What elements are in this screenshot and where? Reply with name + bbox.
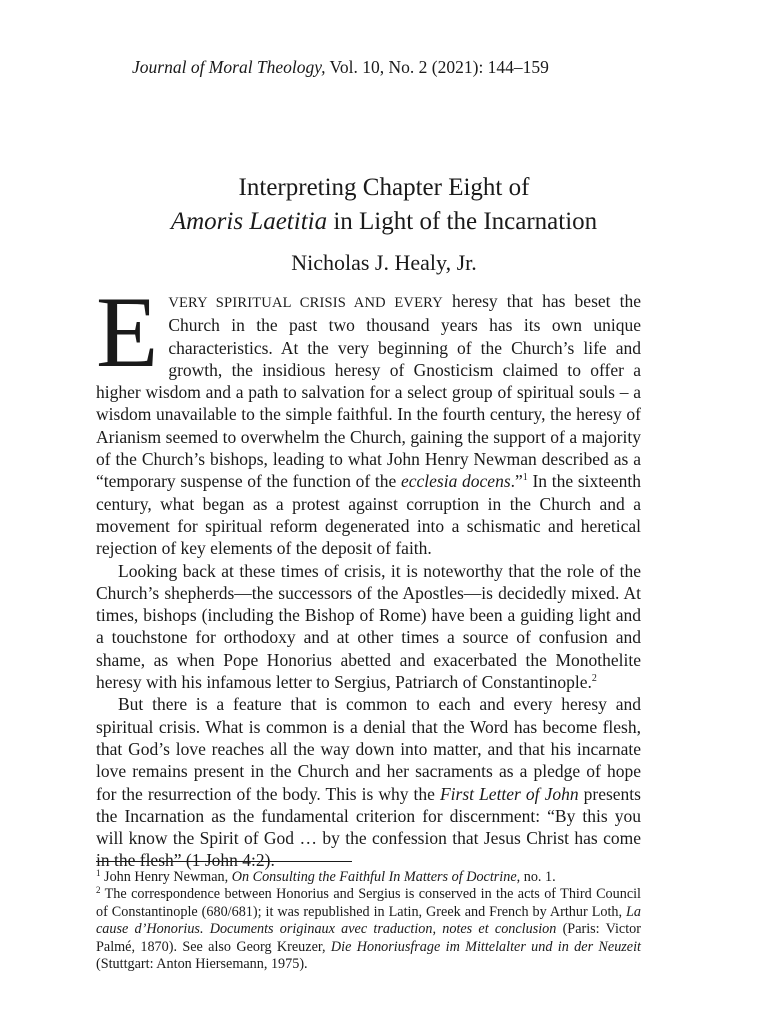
footnote-2-italic-1: La cause d’Honorius. Documents originaux avec traduction, notes et conclusion	[96, 903, 641, 938]
p3-italic: First Letter of John	[439, 783, 579, 804]
footnote-2-italic-2: Die Honoriusfrage im Mittelalter und in der Neuzeit	[330, 938, 641, 955]
p1-italic: ecclesia docens	[400, 471, 511, 492]
footnote-2-text-a: The correspondence between Honorius and Sergius is conserved in the acts of Third Council of Constantinople (680/681); it was republished in Latin, Greek and French by Arthur Loth,	[96, 886, 641, 920]
paragraph-3	[96, 693, 641, 871]
paragraph-2	[96, 560, 641, 694]
article-body	[96, 276, 641, 872]
footnotes	[96, 869, 641, 973]
footnote-divider	[96, 861, 352, 862]
p1-text-b: .”	[510, 471, 523, 492]
p3-text-a: But there is a feature that is common to each and every heresy and spiritual crisis. What is common is a denial that the Word has become flesh, that God’s love reaches all the way down into matter, and that his incarnate love remains present in the Church and her sacraments as a pledge of hope for the resurrection of the body. This is why the	[96, 694, 641, 804]
article-title	[96, 171, 672, 239]
journal-name: Journal of Moral Theology,	[132, 57, 326, 77]
footnote-ref-2[interactable]: 2	[591, 673, 597, 685]
footnote-2-number: 2	[96, 885, 101, 896]
p2-text: Looking back at these times of crisis, it is noteworthy that the role of the Church’s shepherds—the successors of the Apostles—is decidedly mixed. At times, bishops (including the Bishop of Rome) have been a guiding light and a touchstone for orthodoxy and at other times a source of confusion and shame, as when Pope Honorius abetted and exacerbated the Monothelite heresy with his infamous letter to Sergius, Patriarch of Constantinople.	[96, 560, 641, 693]
footnote-1-text-b: , no. 1.	[516, 869, 556, 885]
footnote-1-italic: On Consulting the Faithful In Matters of Doctrine	[231, 869, 517, 885]
title-line-1: Interpreting Chapter Eight of	[238, 174, 530, 201]
footnote-2	[96, 886, 641, 973]
running-header	[132, 56, 692, 78]
title-italic-part: Amoris Laetitia	[170, 208, 328, 235]
footnote-1-text-a: John Henry Newman,	[100, 869, 232, 885]
author-name: Nicholas J. Healy, Jr.	[291, 250, 477, 275]
p3-text-b: presents the Incarnation as the fundamental criterion for discernment: “By this you will know the Spirit of God … by the confession that Jesus Christ has come in the flesh” (1 John 4:2).	[96, 783, 641, 871]
drop-cap: E	[96, 276, 159, 389]
title-rest-part: in Light of the Incarnation	[327, 208, 598, 235]
title-line-2	[96, 205, 672, 239]
footnote-2-text-c: (Stuttgart: Anton Hiersemann, 1975).	[96, 956, 308, 973]
paragraph-1	[96, 276, 641, 560]
footnote-1-number: 1	[96, 868, 101, 878]
p1-text-a: heresy that has beset the Church in the past two thousand years has its own unique characteristics. At the very beginning of the Church’s life and growth, the insidious heresy of Gnosticism claimed to offer a higher wisdom and a path to salvation for a select group of spiritual souls – a wisdom unavailable to the simple faithful. In the fourth century, the heresy of Arianism seemed to overwhelm the Church, gaining the support of a majority of the Church’s bishops, leading to what John Henry Newman described as a “temporary suspense of the function of the	[96, 291, 641, 492]
p1-text-c: In the sixteenth century, what began as a protest against corruption in the Church and a movement for spiritual reform degenerated into a schismatic and heretical rejection of key elements of the deposit of faith.	[96, 471, 641, 559]
footnote-1	[96, 869, 641, 886]
opening-smallcaps: VERY SPIRITUAL CRISIS AND EVERY	[168, 295, 443, 311]
footnote-ref-1[interactable]: 1	[522, 472, 528, 484]
journal-citation: Vol. 10, No. 2 (2021): 144–159	[325, 57, 549, 77]
footnote-2-text-b: (Paris: Victor Palmé, 1870). See also Georg Kreuzer,	[96, 921, 641, 955]
